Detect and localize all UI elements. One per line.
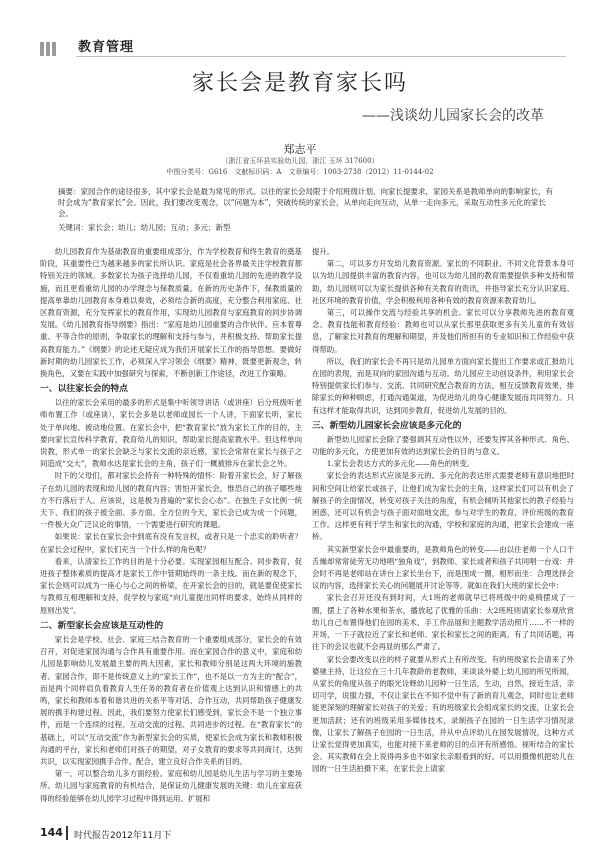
journal-name: 时代报告2012年11月下 <box>74 831 172 841</box>
footer-divider <box>66 826 68 840</box>
paragraph: 第三，可以操作交流与经验共享的机会。家长可以分享教师先进的教育观念、教育技能和教育经验：教师也可以从家长那里获取更多有关儿童的有效信息，了解家长对教育的理解和期望，并及他们所担有的专业知识和工作经验中获得帮助。 <box>312 308 574 354</box>
paragraph: 时下的父母们，都对家长会持有一种特殊的情怀：盼着开家长会，好了解孩子在幼儿园的表现和幼儿园的教育内容；害怕开家长会，惟恐自己的孩子哪些地方不行落后于人。应该说，这是极为普遍的“家长会心态”。在独生子女比例一统天下、我们的孩子被全面、多方面、全方位的今天，家长会已成为成一个问题，一件极大众广泛议论的事情，一个需要进行研究的课题。 <box>40 471 302 530</box>
left-column <box>40 246 302 805</box>
paragraph: 所以，我们的家长会不再只是幼儿园单方面向家长提出工作要求或汇报幼儿在园的表现，而是双向的家园沟通与互动。幼儿园应主动创设条件，利用家长会特别提供家长们参与、交流、共同研究配合教育的方法，相互反馈教育效果，排除家长的种种顾虑，打通沟通渠道，为促进幼儿的身心健康发展而共同努力。只有这样才能取得共识，达到同步教育，促进幼儿发展的目的。 <box>312 356 574 415</box>
paragraph: 第一，可以整合幼儿多方面经验。家庭和幼儿园是幼儿生活与学习的主要场所。幼儿园与家庭教育的有机结合，是保证幼儿健康发展的关键：幼儿在家庭获得的经验能够在幼儿园学习过程中得到运用、扩展和 <box>40 769 302 803</box>
paragraph: 第二，可以多方开发幼儿教育资源。家长的不同职业、不同文化背景本身可以为幼儿园提供丰富的教育内容，也可以为幼儿园的教育需要提供多种支持和帮助，幼儿园则可以为家长提供各种有关教育的资讯，并指导家长充分认识家庭、社区环境的教育价值，学会积极利用各种有效的教育资源来教育幼儿。 <box>312 259 574 305</box>
paragraph: 家长会要改变以往的样子就要从形式上有所改变。有的班级家长会请来了外婆驰主持，让这位在三十几年教龄的老教师，来谈谈外婆上幼儿园的所见所闻，从家长的角度从孩子的眼光诠释幼儿园种一日生活，生动，自然，接近生活，亲切可学，说服力强，不仅让家长在不知不觉中有了新的育儿观念，同时也让老师能更深刻的理解家长对孩子的关爱；有的班级家长会组成家长的交流，让家长会更加活跃；还有的班级采用多媒体技术，录制孩子在园的一日生活学习情况录像，让家长了解孩子在园的一日生活，并从中点评幼儿在园发展情况，这种方式让家长觉得更加真实，也能对接下来老师的目的点评有所感悟。视听结合的家长会。其实教师在会上说得再多也不如家长亲眼看到的好。可以用摄像机把幼儿在园的一日生活拍摄下来，在家长会上请家 <box>312 654 574 774</box>
page-number: 144 <box>40 826 63 839</box>
header-rule <box>76 56 566 57</box>
paragraph: 新型幼儿园家长会除了要强调其互动性以外，还要发挥其各种形式、角色、功能的多元化，方使更加有效的达到家长会的目的与意义。 <box>312 434 574 457</box>
paragraph: 家长会的表达形式应该是多元的。多元化的表达形式需要老师有意识地把时间和空间让给家长或孩子，让他们成为家长会的主角，这样家长们可以有机会了解孩子的全面情况，转变对孩子关注的角度，有机会倾听其他家长的教子经验与困惑，还可以有机会与孩子面对面地交流，参与对学生的教育，评价班级的教育工作。这样更有利于学生和家长的沟通，学校和家庭的沟通，把家长会建成一座桥。 <box>312 471 574 542</box>
section-heading-3: 三、新型幼儿园家长会应该是多元化的 <box>312 420 462 431</box>
paragraph: 看来，认清家长工作的目的是十分必要。实现家园相互配合、同步教育，促进孩子整体素质的提高才是家长工作中管期始终的一条主线。而在新的观念下，家长会则可以成为一座心与心之间的桥梁，在开家长会的目的，就是要促使家长与教师互相理解和支持，促学校与家庭“向儿童提出同样的要求，始终从同样的原则出发”。 <box>40 556 302 615</box>
section-tag: 教育管理 <box>78 40 135 55</box>
paragraph: 家长会是学校、社会、家庭三结合教育的一个重要组成部分，家长会的有效召开，对促进家园沟通与合作具有重要作用。而在家园合作的意义中，家庭和幼儿园是影响幼儿发展最主要的两大因素，家长和教师分别是这两大环境的施教者。家园合作，即不是传统意义上的“家长工作”，也不是以一方为主的“配合”，而是两个同样肩负着教育人生任务的教育者在价值观上达到认识和情感上的共鸣，家长和教师本着和谐共进的关系平等对话、合作互动，共同帮助孩子健康发展的携手构建过程。因此，我们要努力使家长们感受到，家长会不是一个独立事件，而是一个连续的过程、互动交流的过程、共同进步的过程。在“教育家长”的基础上，可以“互动交流”作为新型家长会的实质，使家长会成为家长和教师积极沟通的平台，家长和老师们对孩子的期望，对子女教育的要求等共同商讨，达到共识，以实现家园携手合作、配合，建立良好合作关系的目的。 <box>40 634 302 766</box>
paragraph: 其实新型家长会中最重要的，是教师角色的转变——由以往老师一个人口干舌燥却常常徒劳无功地唱“独角戏”，到教师、家长或者和孩子共同唱一台戏：并会时不再是老师站在讲台上家长坐台下，而是围成一圈，相形而坐：合理选择会议的内容，选择家长关心的问题展开讨论等等。就如在我们大班的家长会中： <box>312 544 574 591</box>
paragraph: 家长会召开还没有到时间，大1班的老师就早已将班级中的桌椅摆成了一圈，摆上了各种水果和茶水，播放起了优雅的乐曲：大2班班则请家长参观欣赏幼儿自己布置得他们在园的美术、手工作品展和主题教学活动照片……不一样的开场，一下子就拉近了家长和老师、家长和家长之间的距离，有了共同话题，再往下的会议也就不会再显的那么严肃了。 <box>312 593 574 652</box>
header-decoration <box>40 38 58 57</box>
article-title: 家长会是教育家长吗 <box>191 71 408 96</box>
paragraph: 如果说：家长在家长会中到底有没有发言权，或者只是一个忠实的聆听者？在家长会过程中，家长们充当一个什么样的角色呢？ <box>40 532 302 554</box>
article-subtitle: ——浅谈幼儿园家长会的改革 <box>362 108 544 124</box>
right-column <box>312 246 574 776</box>
abstract: 摘要：家园合作的途径很多，其中家长会是最为常见的形式。以往的家长会局限于介绍班级计划、向家长提要求，家园关系是教师单向的影响家长，有时会成为“教育家长”会。因此，我们要改变观念，以“问题为本”，突破传统的家长会，从单向走向互动，从单一走向多元，采取互动性多元化的家长会。 <box>58 187 553 218</box>
section-heading-1: 一、以往家长会的特点 <box>40 384 128 395</box>
author: 郑志平 <box>283 143 317 156</box>
subheading: 1.家长会表达方式的多元化——角色的转变。 <box>326 459 475 469</box>
keywords: 关键词：家长会；幼儿；幼儿园；互动；多元；新型 <box>58 223 231 232</box>
paragraph: 以往的家长会采用的最多的形式是集中听领导讲话（或讲座）后分班级听老师布置工作（或座谈），家长会多是以老师或园长一个人讲，下面家长听，家长处于单向地、被动地位置。在家长会中，把“教育家长”放为家长工作的目的，主要向家长宣传科学教育，教育幼儿的知识，帮助家长提高家教水平。但这样单向说教，形式单一的家长会缺乏与家长交流的亲近感，家长会常常在家长与孩子之间造成“交大”，教师水达是家长会的主角，孩子们一概被排斥在家长会之外。 <box>40 398 302 469</box>
section-heading-2: 二、新型家长会应该是互动性的 <box>40 620 164 631</box>
paragraph: 幼儿园教育作为基础教育的重要组成部分，作为学校教育和终生教育的奠基阶段，其重要性已为越来越多的家长所认识。家庭是社会各界最关注学校教育都特别关注的领域。多数家长为孩子选择幼儿园，不仅看重幼儿园的先进的教学设施，而且更看重幼儿园的办学理念与保教质量。在新的历史条件下，保教质量的提高单靠幼儿园教育本身难以奏效，必须结合新的高度，充分整合利用家庭、社区教育资源，充分发挥家长的教育作用，实现幼儿园教育与家庭教育的同步协调发展。《幼儿园教育指导纲要》指出：“家庭是幼儿园重要的合作伙伴。应本着尊重、平等合作的原则，争取家长的理解和支持与参与，并积极支持、帮助家长提高教育能力。”《纲要》的论述无疑应成为我们开展家长工作的指导思想。要做好新时期的幼儿园家长工作，必须深入学习领会《纲要》精神，既要更新观念，转换角色，又要在实践中加强研究与探索，不断创新工作途径，改进工作策略。 <box>40 247 302 379</box>
affiliation: （浙江省玉环县实验幼儿园，浙江 玉环 317600） <box>221 157 379 165</box>
classification-line: 中图分类号：G616 文献标识码：A 文章编号：1003-2738（2012）11-0144-02 <box>166 168 434 176</box>
paragraph: 提升。 <box>312 247 335 256</box>
